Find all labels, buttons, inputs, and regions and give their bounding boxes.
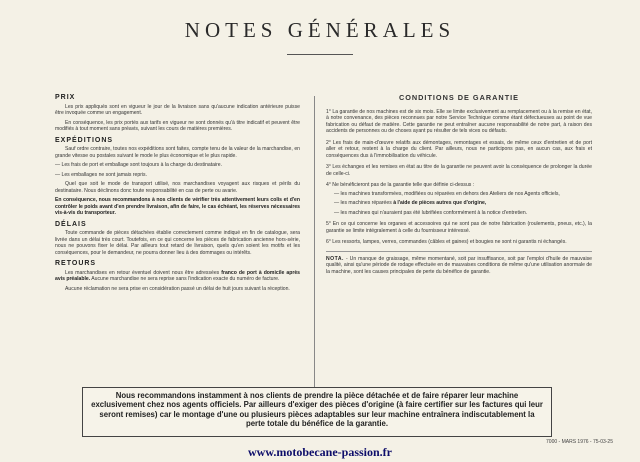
- nota-text: - Un manque de graissage, même momentané, soit par insuffisance, soit par l'emploi d'huile de mauvaise qualité, ainsi qu'une période de rodage effectuée en de mauvaises conditions de même qu'une utilisation anormale de la machine, sont les causes principales de perte du bénéfice de garantie.: [326, 255, 593, 275]
- garantie-item-2: 2° Les frais de main-d'œuvre relatifs aux démontages, remontages et essais, de même ceux d'entretien et de port aller et retour, restent à la charge du client. Par ailleurs, nous ne participons pas, en aucun cas, aux frais et conséquences dus à l'immobilisation du véhicule.: [326, 139, 592, 159]
- nota-label: NOTA.: [326, 255, 344, 262]
- retours-p1-bold: franco de port à domicile après avis préalable.: [55, 269, 300, 282]
- title-underline: [287, 54, 353, 55]
- prix-heading: PRIX: [55, 94, 76, 101]
- right-column: [326, 95, 592, 280]
- garantie-item-4-b-bold: à l'aide de pièces autres que d'origine,: [393, 200, 487, 206]
- expeditions-paragraph-4: Quel que soit le mode de transport utilisé, nos marchandises voyagent aux risques et périls du destinataire. Nous déclinons donc toute responsabilité en cas de perte ou avarie.: [55, 181, 300, 194]
- prix-paragraph-1: Les prix appliqués sont en vigueur le jour de la livraison sans qu'aucune indication antérieure puisse être invoquée comme un engagement.: [55, 103, 300, 116]
- retours-p1-end: Aucune marchandise ne sera reprise sans l'indication exacte du numéro de facture.: [91, 276, 280, 282]
- website-watermark[interactable]: www.motobecane-passion.fr: [248, 445, 392, 459]
- garantie-item-3: 3° Les échanges et les remises en état au titre de la garantie ne peuvent avoir la conséquence de prolonger la durée de celle-ci.: [326, 164, 592, 177]
- garantie-item-4-b: [334, 200, 592, 207]
- prix-paragraph-2: En conséquence, les prix portés aux tarifs en vigueur ne sont donnés qu'à titre indicatif et peuvent être modifiés à tout moment sans préavis, suivant les cours de matières premières.: [55, 119, 300, 132]
- garantie-item-4-b-start: — les machines réparées: [334, 200, 392, 206]
- garantie-item-4-a: — les machines transformées, modifiées ou réparées en dehors des Ateliers de nos Agents officiels,: [334, 190, 560, 197]
- garantie-item-4-c: — les machines qui n'auraient pas été lubrifiées conformément à la notice d'entretien.: [334, 209, 528, 216]
- expeditions-paragraph-1: Sauf ordre contraire, toutes nos expéditions sont faites, compte tenu de la valeur de la marchandise, en grande vitesse ou postales suivant le mode le plus économique et le plus rapide.: [55, 146, 300, 159]
- expeditions-paragraph-2: — Les frais de port et emballage sont toujours à la charge du destinataire.: [55, 162, 223, 168]
- retours-paragraph-1: [55, 270, 300, 283]
- column-divider: [314, 96, 315, 398]
- garantie-heading: CONDITIONS DE GARANTIE: [398, 93, 520, 102]
- recommendation-box: Nous recommandons instamment à nos clients de prendre la pièce détachée et de faire réparer leur machine exclusivement chez nos agents officiels. Par ailleurs d'exiger des pièces d'origine (à faire certifier sur les factures qui leur seront remises) car le montage d'une ou plusieurs pièces adaptables sur leur machine entraînera indiscutablement la perte totale du bénéfice de la garantie.: [82, 387, 552, 437]
- delais-heading: DÉLAIS: [55, 220, 87, 228]
- print-reference: 7000 - MARS 1976 - 75-03-25: [546, 439, 613, 445]
- nota-paragraph: [326, 256, 592, 276]
- page-title: NOTES GÉNÉRALES: [184, 18, 456, 42]
- retours-heading: RETOURS: [55, 260, 97, 267]
- expeditions-warning: En conséquence, nous recommandons à nos clients de vérifier très attentivement leurs colis et d'en contrôler le poids avant d'en prendre livraison, afin de faire, le cas échéant, les réserves nécessaires vis-à-vis du transporteur.: [55, 197, 300, 216]
- retours-paragraph-2: Aucune réclamation ne sera prise en considération passé un délai de huit jours suivant la réception.: [65, 285, 290, 292]
- expeditions-heading: EXPÉDITIONS: [55, 136, 114, 144]
- retours-p1-start: Les marchandises en retour éventuel doivent nous être adressées: [65, 269, 220, 276]
- garantie-item-6: 6° Les ressorts, lampes, verres, commandes (câbles et gaines) et bougies ne sont ni garantis ni échangés.: [326, 239, 567, 245]
- expeditions-paragraph-3: — Les emballages ne sont jamais repris.: [55, 171, 148, 178]
- left-column: [55, 95, 300, 295]
- expeditions-paragraph-5: [55, 197, 300, 217]
- garantie-item-5: 5° En ce qui concerne les organes et accessoires qui ne sont pas de notre fabrication (roulements, pneus, etc.), la garantie se limite intégralement à celle du fournisseur intéressé.: [326, 221, 592, 234]
- garantie-item-1: 1° La garantie de nos machines est de six mois. Elle se limite exclusivement au remplacement ou à la remise en état, à notre convenance, des pièces reconnues par notre Service Technique comme étant défectueuses au point de vue fabrication ou défaut de matière. Cette garantie ne peut entraîner aucune responsabilité de notre part, à raison des accidents de personnes ou de choses ayant pu résulter de tels vices ou défauts.: [326, 108, 592, 134]
- delais-paragraph-1: Toute commande de pièces détachées établie correctement comme indiqué en fin de catalogue, sera livrée dans un délai très court. Toutefois, en ce qui concerne les pièces de fabrication ancienne hors-série, nous ne pouvons fixer le délai. Par ailleurs tout retard de livraison, quels qu'en soient les motifs et les conséquences, pour le demandeur, ne pourra donner lieu à des dommages ou intérêts.: [55, 230, 300, 256]
- garantie-item-4-intro: 4° Ne bénéficieront pas de la garantie telle que définie ci-dessus :: [326, 182, 475, 188]
- note-separator: [326, 251, 592, 252]
